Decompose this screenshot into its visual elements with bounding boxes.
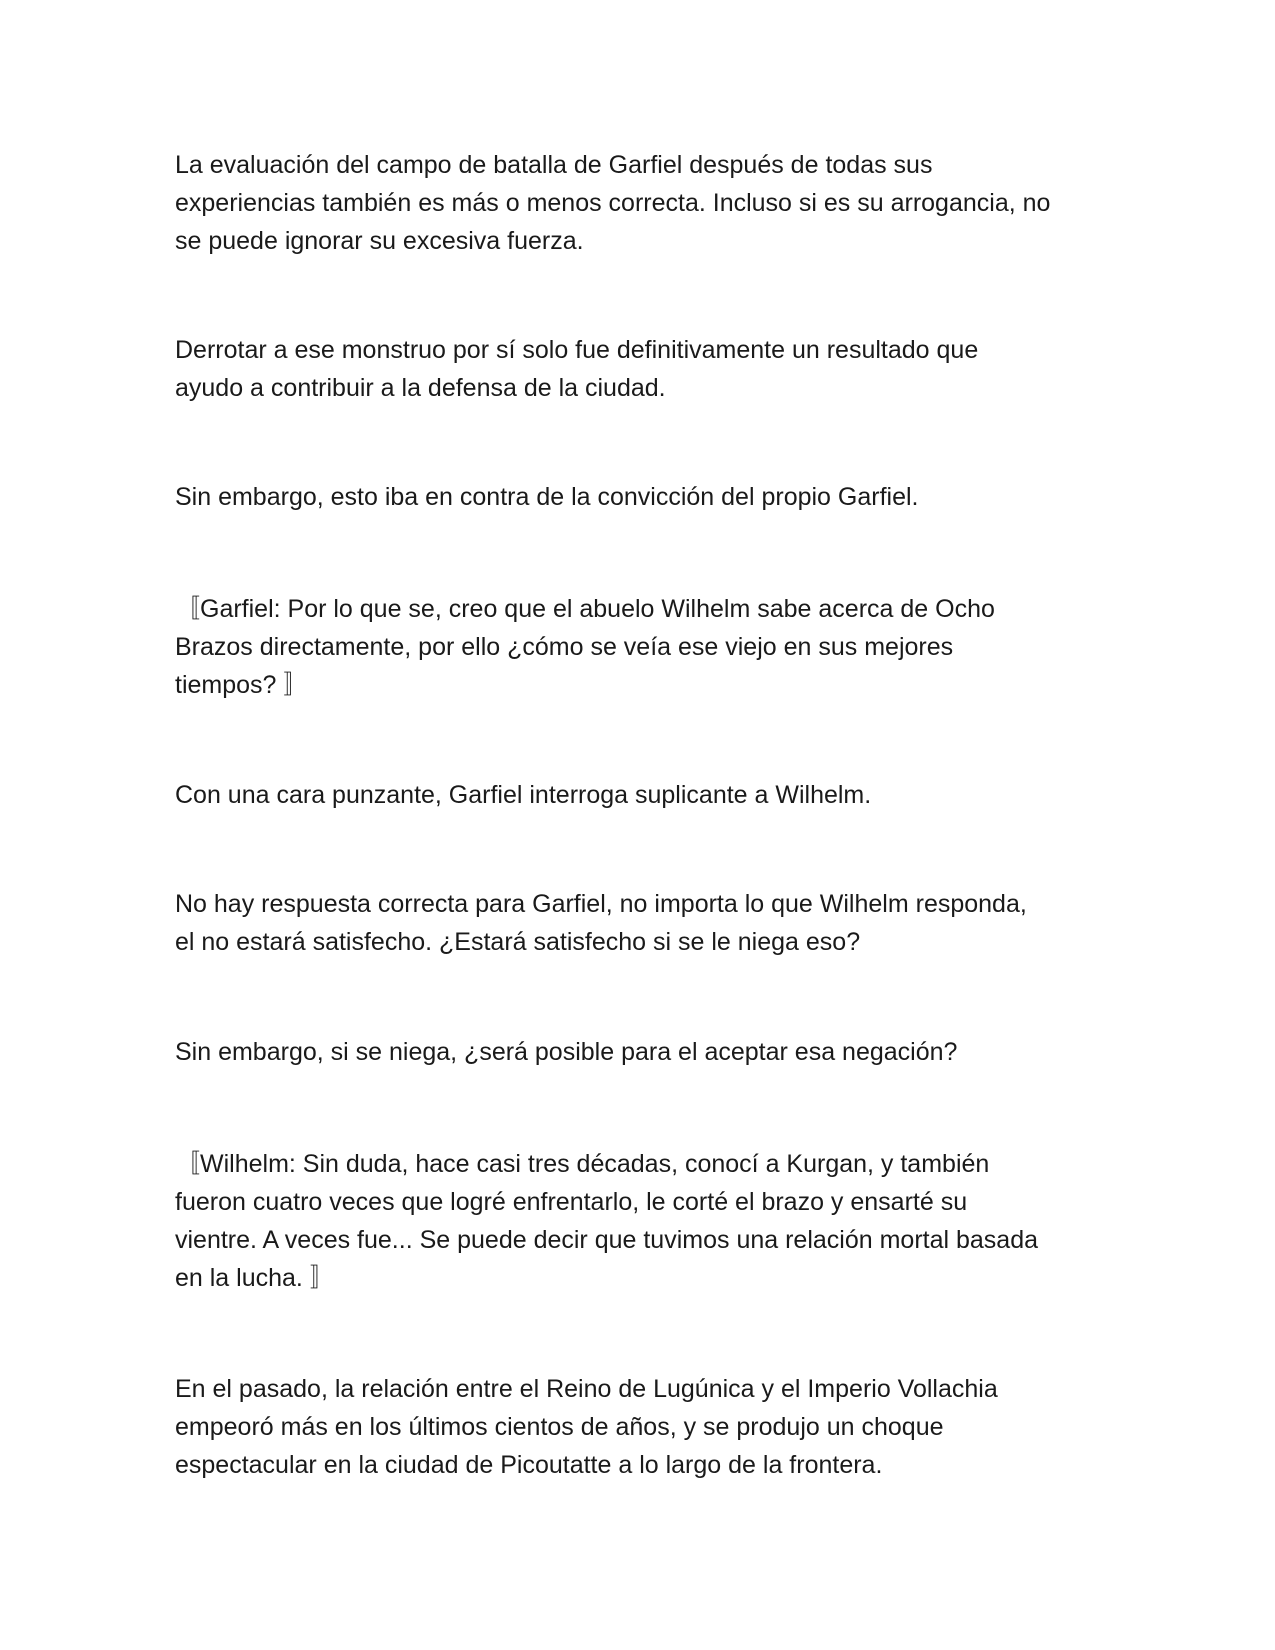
paragraph-interrogation bbox=[175, 776, 1100, 814]
dialogue-garfiel bbox=[175, 590, 1100, 704]
text-line: La evaluación del campo de batalla de Garfiel después de todas sus bbox=[175, 151, 933, 179]
text-line: 〚Wilhelm: Sin duda, hace casi tres décadas, conocí a Kurgan, y también bbox=[175, 1150, 990, 1178]
text-line: tiempos? 〛 bbox=[175, 671, 309, 699]
paragraph-battlefield-evaluation bbox=[175, 146, 1100, 260]
paragraph-denial bbox=[175, 1033, 1100, 1071]
text-line: ayudo a contribuir a la defensa de la ciudad. bbox=[175, 374, 666, 402]
text-line: vientre. A veces fue... Se puede decir que tuvimos una relación mortal basada bbox=[175, 1226, 1039, 1254]
text-line: fueron cuatro veces que logré enfrentarlo, le corté el brazo y ensarté su bbox=[175, 1188, 968, 1216]
text-line: Sin embargo, si se niega, ¿será posible para el aceptar esa negación? bbox=[175, 1038, 958, 1066]
text-line: empeoró más en los últimos cientos de años, y se produjo un choque bbox=[175, 1413, 944, 1441]
paragraph-kingdom-empire bbox=[175, 1370, 1100, 1484]
text-line: Sin embargo, esto iba en contra de la convicción del propio Garfiel. bbox=[175, 483, 919, 511]
text-line: No hay respuesta correcta para Garfiel, no importa lo que Wilhelm responda, bbox=[175, 890, 1027, 918]
paragraph-defeat-monster bbox=[175, 331, 1100, 407]
text-line: espectacular en la ciudad de Picoutatte a lo largo de la frontera. bbox=[175, 1451, 883, 1479]
paragraph-conviction bbox=[175, 478, 1100, 516]
text-line: experiencias también es más o menos correcta. Incluso si es su arrogancia, no bbox=[175, 189, 1051, 217]
text-line: se puede ignorar su excesiva fuerza. bbox=[175, 227, 584, 255]
paragraph-no-correct-answer bbox=[175, 885, 1100, 961]
text-line: 〚Garfiel: Por lo que se, creo que el abuelo Wilhelm sabe acerca de Ocho bbox=[175, 595, 995, 623]
text-line: Derrotar a ese monstruo por sí solo fue definitivamente un resultado que bbox=[175, 336, 979, 364]
text-line: En el pasado, la relación entre el Reino de Lugúnica y el Imperio Vollachia bbox=[175, 1375, 998, 1403]
text-line: en la lucha. 〛 bbox=[175, 1264, 335, 1292]
text-line: el no estará satisfecho. ¿Estará satisfecho si se le niega eso? bbox=[175, 928, 861, 956]
dialogue-wilhelm bbox=[175, 1145, 1100, 1297]
text-line: Brazos directamente, por ello ¿cómo se veía ese viejo en sus mejores bbox=[175, 633, 954, 661]
text-line: Con una cara punzante, Garfiel interroga suplicante a Wilhelm. bbox=[175, 781, 872, 809]
